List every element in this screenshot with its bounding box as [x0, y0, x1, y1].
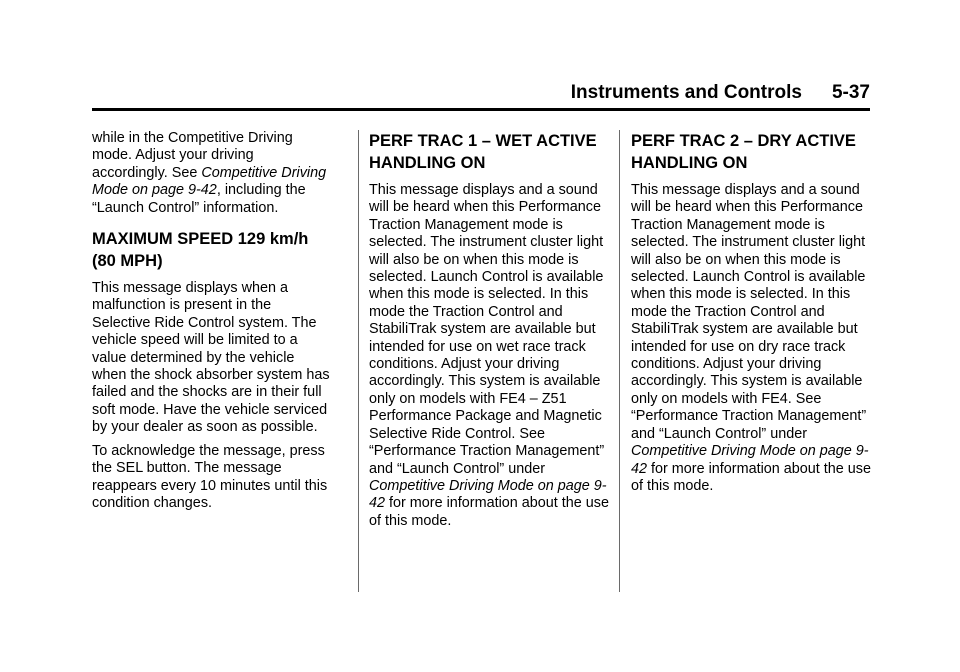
cross-reference-link[interactable]: Competitive Driving Mode on page 9-42	[631, 443, 869, 477]
column-3	[631, 130, 871, 501]
section-title: Instruments and Controls	[570, 82, 802, 103]
acknowledge-paragraph: To acknowledge the message, press the SEL button. The message reappears every 10 minutes until this condition changes.	[92, 442, 328, 511]
header-rule	[92, 108, 870, 111]
column-divider	[358, 130, 359, 592]
column-divider	[619, 130, 620, 592]
max-speed-heading: MAXIMUM SPEED 129 km/h (80 MPH)	[92, 230, 309, 271]
perf-trac-2-heading: PERF TRAC 2 – DRY ACTIVE HANDLING ON	[631, 132, 856, 172]
perf-trac-2-paragraph: This message displays and a sound will be heard when this Performance Traction Management mode is selected. The instrument cluster light will also be on when this mode is selected. Launch Control is available when this mode is selected. In this mode the Traction Control and StabiliTrak system are available but intended for use on dry race track conditions. Adjust your driving accordingly. This system is available only on models with FE4. See “Performance Traction Management” and “Launch Control” under Competitive Driving Mode on page 9-42 for more information about the use of this mode.	[631, 182, 871, 494]
page-number: 5-37	[831, 82, 870, 103]
perf-trac-1-heading: PERF TRAC 1 – WET ACTIVE HANDLING ON	[369, 132, 597, 172]
page-header	[92, 82, 870, 104]
cross-reference-link[interactable]: Competitive Driving Mode on page 9-42	[92, 164, 327, 199]
perf-trac-1-paragraph: This message displays and a sound will be heard when this Performance Traction Management mode is selected. The instrument cluster light will also be on when this mode is selected. Launch Control is available when this mode is selected. In this mode the Traction Control and StabiliTrak system are available but intended for use on wet race track conditions. Adjust your driving accordingly. This system is available only on models with FE4 – Z51 Performance Package and Magnetic Selective Ride Control. See “Performance Traction Management” and “Launch Control” under Competitive Driving Mode on page 9-42 for more information about the use of this mode.	[369, 182, 609, 529]
column-2	[369, 130, 609, 536]
column-1	[92, 130, 332, 518]
cross-reference-link[interactable]: Competitive Driving Mode on page 9-42	[369, 477, 607, 512]
intro-paragraph: while in the Competitive Driving mode. Adjust your driving accordingly. See Competitive Driving Mode on page 9-42, including the “Launch Control” information.	[92, 130, 327, 216]
max-speed-paragraph: This message displays when a malfunction is present in the Selective Ride Control system. The vehicle speed will be limited to a value determined by the vehicle when the shock absorber system has failed and the shocks are in their full soft mode. Have the vehicle serviced by your dealer as soon as possible.	[92, 280, 330, 436]
